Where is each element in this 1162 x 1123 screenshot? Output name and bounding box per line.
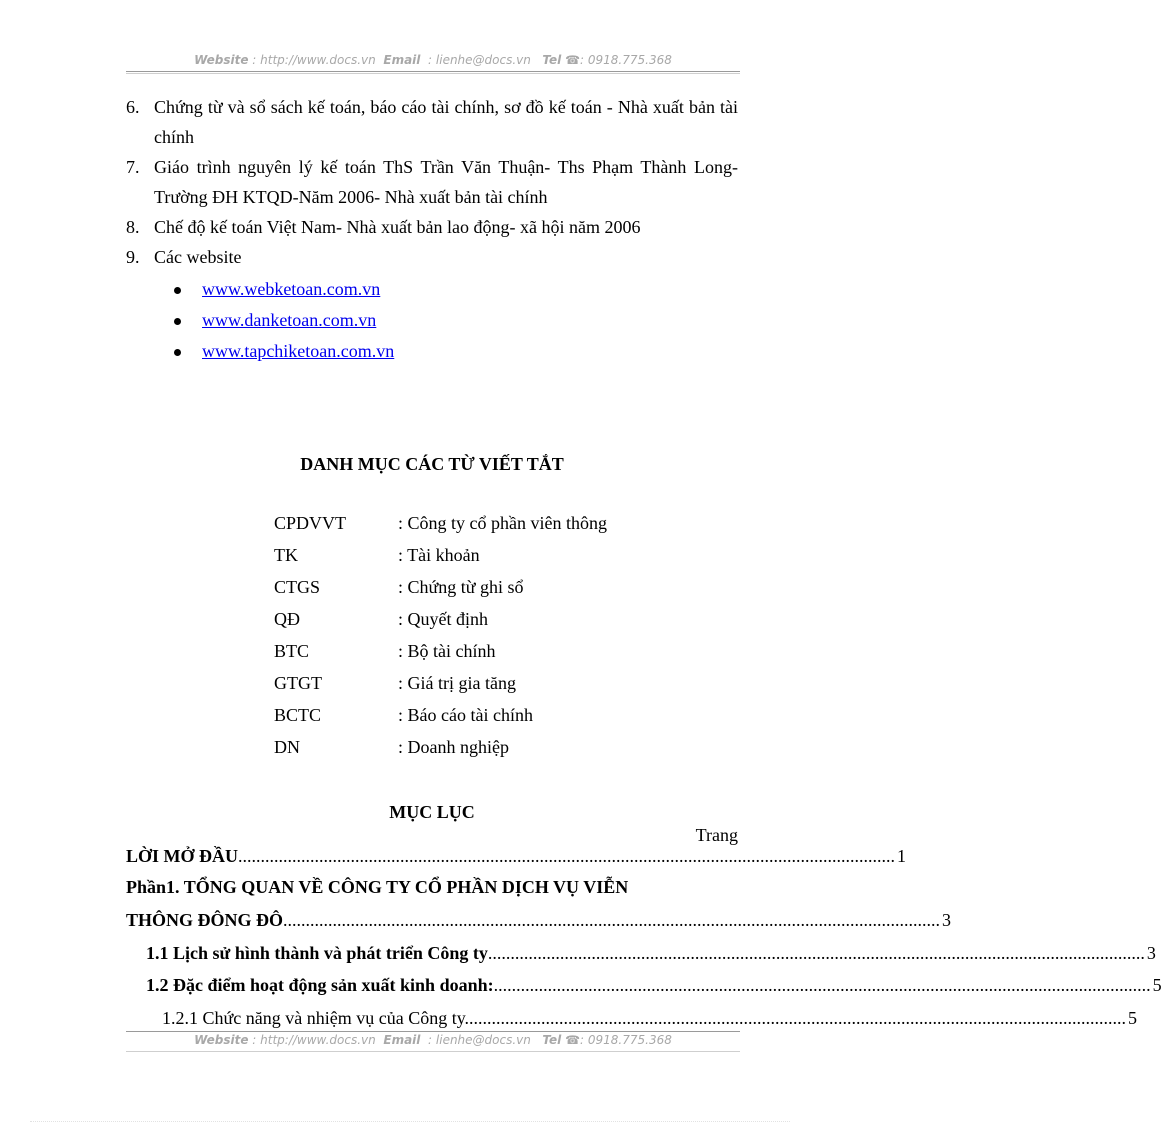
toc-part-heading: Phần1. TỔNG QUAN VỀ CÔNG TY CỔ PHẦN DỊCH VỤ VIỄN [126,877,629,897]
website-link[interactable]: www.webketoan.com.vn [202,279,381,299]
reference-text: Giáo trình nguyên lý kế toán ThS Trần Văn Thuận- Ths Phạm Thành Long- Trường ĐH KTQD-Năm 2006- Nhà xuất bản tài chính [154,157,738,207]
abbreviation-code: GTGT [274,673,322,693]
tel-value: : 0918.775.368 [580,1033,672,1047]
reference-item [126,212,738,242]
footer-rule-thin [126,1051,740,1052]
abbreviation-code: BTC [274,641,310,661]
toc-page-number: 3 [1146,943,1156,963]
website-url: : http://www.docs.vn [252,1033,376,1047]
abbreviation-code: BCTC [274,705,322,725]
website-url: : http://www.docs.vn [252,53,376,67]
toc-page-number: 5 [1128,1008,1138,1028]
abbreviations-title: DANH MỤC CÁC TỪ VIẾT TẮT [300,454,564,474]
toc-entry-label: LỜI MỞ ĐẦU [126,846,238,866]
toc-leader: .................................................................................................................................................. [238,846,895,866]
footer-rule [126,1031,740,1032]
toc-entry [146,975,1162,996]
toc-page-number: 5 [1152,975,1162,995]
toc-entry [146,943,1156,964]
abbreviation-meaning: : Quyết định [398,609,488,629]
reference-list [126,92,738,272]
email-label: Email [383,1033,421,1047]
email-label: Email [383,53,421,67]
phone-icon: ☎ [565,1033,581,1047]
toc-entry [126,910,952,931]
abbreviation-meaning: : Tài khoản [398,545,480,565]
abbreviation-meaning: : Giá trị gia tăng [398,673,516,693]
reference-number: 9. [126,247,140,267]
header-rule-thin [126,73,740,74]
toc-entry [126,846,906,867]
toc-entry-label: THÔNG ĐÔNG ĐÔ [126,910,284,930]
toc-leader: .................................................................................................................................................. [469,1008,1127,1028]
abbreviation-code: TK [274,545,298,565]
email-value: : lienhe@docs.vn [428,53,531,67]
toc-page-number: 1 [897,846,906,866]
reference-text: Chế độ kế toán Việt Nam- Nhà xuất bản lao động- xã hội năm 2006 [154,217,641,237]
reference-text: Các website [154,247,242,267]
abbreviation-code: CTGS [274,577,321,597]
toc-leader: .................................................................................................................................................. [493,975,1151,995]
bullet-icon [174,318,181,325]
toc-entry-label: 1.2.1 Chức năng và nhiệm vụ của Công ty. [162,1008,470,1028]
reference-text: Chứng từ và sổ sách kế toán, báo cáo tài chính, sơ đồ kế toán - Nhà xuất bản tài chính [154,97,738,147]
tel-label: Tel [542,53,562,67]
abbreviation-meaning: : Công ty cổ phần viên thông [398,513,607,533]
toc-title: MỤC LỤC [389,802,475,822]
abbreviation-meaning: : Báo cáo tài chính [398,705,533,725]
website-label: Website [194,53,249,67]
bullet-icon [174,287,181,294]
toc-leader: .................................................................................................................................................. [487,943,1145,963]
abbreviation-meaning: : Bộ tài chính [398,641,496,661]
reference-number: 8. [126,217,140,237]
page-header [126,53,740,67]
email-value: : lienhe@docs.vn [428,1033,531,1047]
abbreviation-code: DN [274,737,300,757]
page-footer [126,1033,740,1047]
reference-item [126,242,738,272]
bullet-icon [174,349,181,356]
abbreviation-meaning: : Chứng từ ghi sổ [398,577,524,597]
reference-item [126,92,738,152]
toc-page-number: 3 [942,910,952,930]
website-label: Website [194,1033,249,1047]
abbreviation-code: QĐ [274,609,300,629]
page-separator [30,1121,790,1122]
toc-entry-label: 1.1 Lịch sử hình thành và phát triển Công ty [146,943,488,963]
toc-entry-label: 1.2 Đặc điểm hoạt động sản xuất kinh doanh: [146,975,494,995]
header-rule [126,71,740,72]
website-link[interactable]: www.danketoan.com.vn [202,310,377,330]
tel-label: Tel [542,1033,562,1047]
tel-value: : 0918.775.368 [580,53,672,67]
phone-icon: ☎ [565,53,581,67]
abbreviation-code: CPDVVT [274,513,347,533]
abbreviation-meaning: : Doanh nghiệp [398,737,509,757]
toc-entry [162,1008,1138,1029]
toc-page-header: Trang [695,825,738,845]
toc-leader: .................................................................................................................................................. [283,910,941,930]
reference-item [126,152,738,212]
reference-number: 6. [126,97,140,117]
reference-number: 7. [126,157,140,177]
website-link[interactable]: www.tapchiketoan.com.vn [202,341,395,361]
